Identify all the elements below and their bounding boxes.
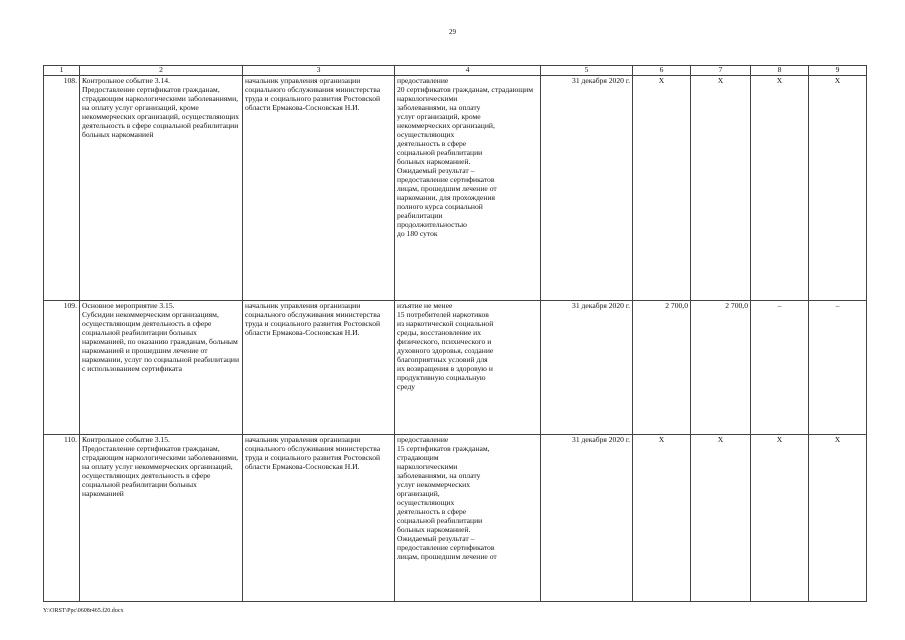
expected-result: предоставление 20 сертификатов гражданам, страдающим наркологическими заболеваниями, на оплату услуг организаций, кроме некоммерческих организаций, осуществляющих деятельность в сфере социальной реабилитации больных наркоманией. Ожидаемый результат – предоставление сертификатов лицам, прошедшим лечение от наркомании, для прохождения полного курса социальной реабилитации продолжительностью до 180 суток — [395, 76, 541, 301]
table-row — [44, 435, 867, 602]
value-col6: Х — [633, 435, 691, 602]
value-col9: Х — [809, 76, 867, 301]
value-col7: Х — [691, 435, 751, 602]
expected-result: предоставление 15 сертификатов гражданам, страдающим наркологическими заболеваниями, на оплату услуг некоммерческих организаций, осуществляющих деятельность в сфере социальной реабилитации больных наркоманией. Ожидаемый результат – предоставление сертификатов лицам, прошедшим лечение от — [395, 435, 541, 602]
row-number: 110. — [44, 435, 80, 602]
value-col8: – — [751, 301, 809, 435]
responsible-person: начальник управления организации социального обслуживания министерства труда и социального развития Ростовской области Ермакова-Сосновская Н.И. — [243, 76, 395, 301]
table-row — [44, 301, 867, 435]
header-cell: 1 — [44, 66, 80, 76]
header-cell: 6 — [633, 66, 691, 76]
header-cell: 5 — [541, 66, 633, 76]
header-cell: 8 — [751, 66, 809, 76]
program-table — [43, 65, 867, 602]
value-col9: – — [809, 301, 867, 435]
value-col6: Х — [633, 76, 691, 301]
deadline-date: 31 декабря 2020 г. — [541, 301, 633, 435]
value-col8: Х — [751, 435, 809, 602]
value-col8: Х — [751, 76, 809, 301]
file-path-footer: Y:\ORST\Ppc\0608r465.f20.docx — [43, 608, 124, 614]
header-cell: 3 — [243, 66, 395, 76]
expected-result: изъятие не менее 15 потребителей наркотиков из наркотической социальной среды, восстановление их физического, психического и духовного здоровья, создание благоприятных условий для их возвращения в здоровую и продуктивную социальную среду — [395, 301, 541, 435]
header-cell: 7 — [691, 66, 751, 76]
value-col6: 2 700,0 — [633, 301, 691, 435]
header-cell: 4 — [395, 66, 541, 76]
event-name: Контрольное событие 3.14. Предоставление сертификатов гражданам, страдающим наркологическими заболеваниями, на оплату услуг организаций, кроме некоммерческих организаций, осуществляющих деятельность в сфере социальной реабилитации больных наркоманией — [80, 76, 243, 301]
event-name: Основное мероприятие 3.15. Субсидии некоммерческим организациям, осуществляющим деятельность в сфере социальной реабилитации больных наркоманией, по оказанию гражданам, больным наркоманией и прошедшим лечение от наркомании, услуг по социальной реабилитации с использованием сертификата — [80, 301, 243, 435]
row-number: 109. — [44, 301, 80, 435]
value-col9: Х — [809, 435, 867, 602]
header-row — [44, 66, 867, 76]
page-number: 29 — [449, 28, 456, 36]
row-number: 108. — [44, 76, 80, 301]
deadline-date: 31 декабря 2020 г. — [541, 76, 633, 301]
table-row — [44, 76, 867, 301]
responsible-person: начальник управления организации социального обслуживания министерства труда и социального развития Ростовской области Ермакова-Сосновская Н.И. — [243, 435, 395, 602]
value-col7: Х — [691, 76, 751, 301]
value-col7: 2 700,0 — [691, 301, 751, 435]
event-name: Контрольное событие 3.15. Предоставление сертификатов гражданам, страдающим наркологическими заболеваниями, на оплату услуг некоммерческих организаций, осуществляющих деятельность в сфере социальной реабилитации больных наркоманией — [80, 435, 243, 602]
deadline-date: 31 декабря 2020 г. — [541, 435, 633, 602]
responsible-person: начальник управления организации социального обслуживания министерства труда и социального развития Ростовской области Ермакова-Сосновская Н.И. — [243, 301, 395, 435]
header-cell: 2 — [80, 66, 243, 76]
header-cell: 9 — [809, 66, 867, 76]
